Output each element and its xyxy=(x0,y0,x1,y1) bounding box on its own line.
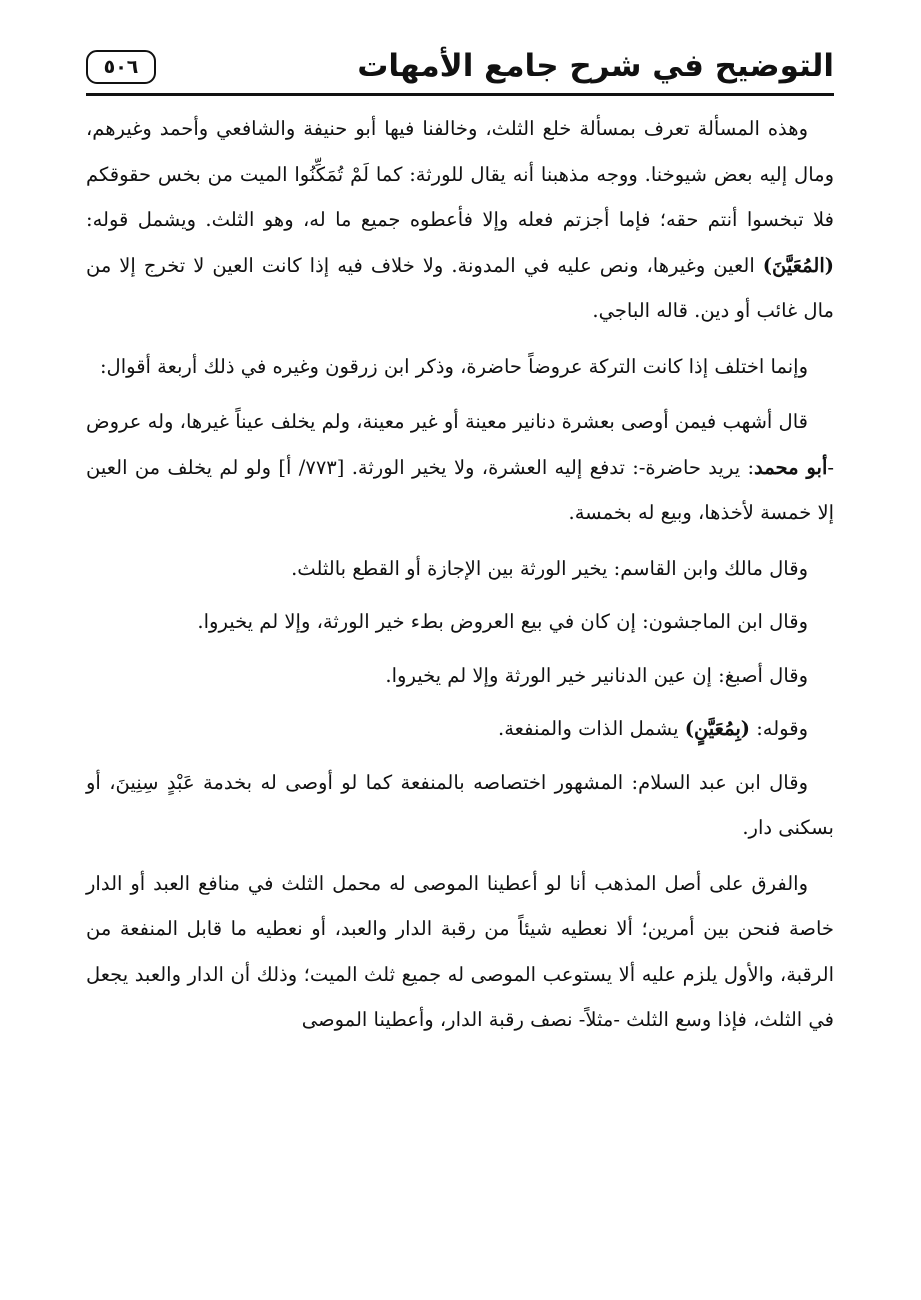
paragraph-1-text-a: وهذه المسألة تعرف بمسألة خلع الثلث، وخالفنا فيها أبو حنيفة والشافعي وأحمد وغيرهم، ومال إليه بعض شيوخنا. ووجه مذهبنا أنه يقال للورثة: كما لَمْ تُمَكِّنُوا الميت من بخس حقوقكم فلا تبخسوا أنتم حقه؛ فإما أجزتم فعله وإلا فأعطوه جميع ما له، وهو الثلث. ويشمل قوله: xyxy=(86,117,835,231)
paragraph-1-bold-term: (المُعَيَّنَ) xyxy=(762,253,834,277)
paragraph-8 xyxy=(86,760,834,851)
header-rule xyxy=(86,93,834,96)
paragraph-6-text: وقال أصبغ: إن عين الدنانير خير الورثة وإلا لم يخيروا. xyxy=(385,663,808,687)
paragraph-9-text: والفرق على أصل المذهب أنا لو أعطينا الموصى له محمل الثلث في منافع العبد أو الدار خاصة فنحن بين أمرين؛ ألا نعطيه شيئاً من رقبة الدار والعبد، أو نعطيه ما قابل المنفعة من الرقبة، والأول يلزم عليه ألا يستوعب الموصى له جميع ثلث الميت؛ وذلك أن الدار والعبد يجعل في الثلث، فإذا وسع الثلث -مثلاً- نصف رقبة الدار، وأعطينا الموصى xyxy=(86,871,834,1031)
paragraph-2 xyxy=(86,344,834,390)
paragraph-7-text-a: وقوله: xyxy=(750,717,808,740)
paragraph-1-text-b: العين وغيرها، ونص عليه في المدونة. ولا خلاف فيه إذا كانت العين لا تخرج إلا من مال غائب أو دين. قاله الباجي. xyxy=(86,253,834,322)
paragraph-4 xyxy=(86,546,834,592)
page-header xyxy=(86,44,834,94)
paragraph-5-text: وقال ابن الماجشون: إن كان في بيع العروض بطء خير الورثة، وإلا لم يخيروا. xyxy=(197,610,808,633)
paragraph-1 xyxy=(86,106,834,334)
paragraph-9 xyxy=(86,861,834,1043)
page-number: ٥٠٦ xyxy=(86,50,156,84)
paragraph-3-text-a: قال أشهب فيمن أوصى بعشرة دنانير معينة أو غير معينة، ولم يخلف عيناً غيرها، وله عروض - xyxy=(86,410,835,479)
paragraph-6 xyxy=(86,653,834,699)
paragraph-8-text: وقال ابن عبد السلام: المشهور اختصاصه بالمنفعة كما لو أوصى له بخدمة عَبْدٍ سِنِينَ، أو بسكنى دار. xyxy=(86,770,834,839)
paragraph-3 xyxy=(86,399,834,536)
page-body xyxy=(86,106,834,1053)
paragraph-3-text-b: : يريد حاضرة-: تدفع إليه العشرة، ولا يخير الورثة. [٧٧٣/ أ] ولو لم يخلف من العين إلا خمسة لأخذها، وبيع له بخمسة. xyxy=(86,455,834,524)
paragraph-7 xyxy=(86,706,834,752)
paragraph-3-bold-name: أبو محمد xyxy=(754,455,828,479)
paragraph-7-bold-term: (بِمُعَيَّنٍ) xyxy=(684,717,751,740)
paragraph-4-text: وقال مالك وابن القاسم: يخير الورثة بين الإجازة أو القطع بالثلث. xyxy=(291,556,808,580)
paragraph-2-text: وإنما اختلف إذا كانت التركة عروضاً حاضرة، وذكر ابن زرقون وغيره في ذلك أربعة أقوال: xyxy=(99,354,808,378)
paragraph-5 xyxy=(86,599,834,645)
running-title: التوضيح في شرح جامع الأمهات xyxy=(357,48,834,84)
paragraph-7-text-b: يشمل الذات والمنفعة. xyxy=(498,717,685,740)
